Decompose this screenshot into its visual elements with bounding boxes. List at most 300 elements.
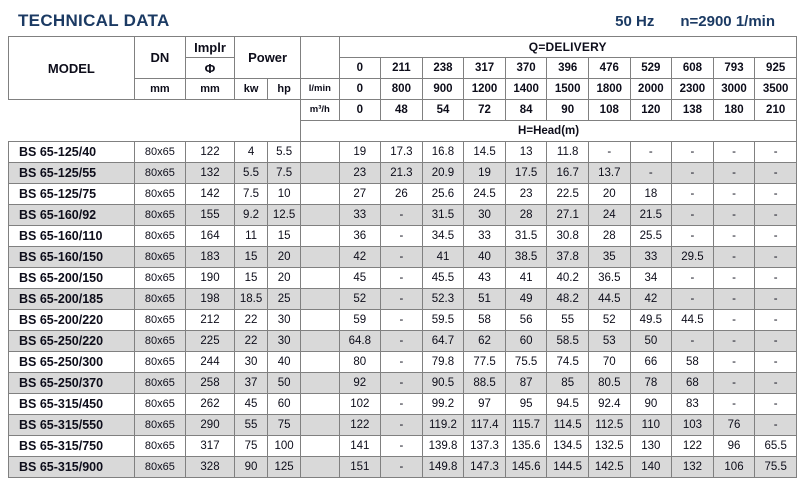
cell-model: BS 65-315/450 (9, 394, 135, 415)
cell-dn: 80x65 (134, 268, 185, 289)
cell-dn: 80x65 (134, 289, 185, 310)
cell-head-9: - (713, 184, 755, 205)
cell-unit-spacer (301, 415, 339, 436)
flow-m3h-9: 180 (713, 100, 755, 121)
cell-head-3: 62 (464, 331, 506, 352)
cell-power-kw: 9.2 (235, 205, 268, 226)
cell-head-3: 40 (464, 247, 506, 268)
cell-model: BS 65-125/55 (9, 163, 135, 184)
flow-usgpm-2: 238 (422, 58, 464, 79)
cell-head-8: 58 (672, 352, 714, 373)
cell-head-7: 25.5 (630, 226, 672, 247)
cell-head-3: 147.3 (464, 457, 506, 478)
cell-head-4: 87 (505, 373, 547, 394)
cell-head-4: 56 (505, 310, 547, 331)
flow-lmin-9: 3000 (713, 79, 755, 100)
cell-head-2: 64.7 (422, 331, 464, 352)
col-header-delivery: Q=DELIVERY (339, 37, 796, 58)
cell-head-5: 144.5 (547, 457, 589, 478)
cell-head-9: - (713, 289, 755, 310)
flow-lmin-2: 900 (422, 79, 464, 100)
cell-head-3: 117.4 (464, 415, 506, 436)
cell-head-5: 94.5 (547, 394, 589, 415)
flow-m3h-4: 84 (505, 100, 547, 121)
cell-model: BS 65-315/900 (9, 457, 135, 478)
cell-model: BS 65-160/92 (9, 205, 135, 226)
flow-unit-spacer (301, 37, 339, 79)
flow-m3h-5: 90 (547, 100, 589, 121)
cell-head-1: - (381, 331, 423, 352)
cell-head-1: - (381, 394, 423, 415)
cell-head-7: 66 (630, 352, 672, 373)
cell-model: BS 65-160/110 (9, 226, 135, 247)
cell-head-8: - (672, 226, 714, 247)
cell-head-2: 59.5 (422, 310, 464, 331)
cell-head-8: - (672, 184, 714, 205)
cell-head-1: - (381, 289, 423, 310)
cell-model: BS 65-315/550 (9, 415, 135, 436)
table-row (9, 247, 797, 268)
flow-m3h-8: 138 (672, 100, 714, 121)
cell-head-4: 135.6 (505, 436, 547, 457)
cell-unit-spacer (301, 373, 339, 394)
page-title: TECHNICAL DATA (18, 11, 170, 30)
cell-head-10: - (755, 205, 797, 226)
cell-head-2: 139.8 (422, 436, 464, 457)
cell-power-kw: 30 (235, 352, 268, 373)
cell-model: BS 65-125/40 (9, 142, 135, 163)
cell-head-10: - (755, 331, 797, 352)
cell-head-9: 96 (713, 436, 755, 457)
flow-lmin-8: 2300 (672, 79, 714, 100)
cell-power-kw: 15 (235, 247, 268, 268)
cell-head-6: 35 (588, 247, 630, 268)
cell-head-10: - (755, 184, 797, 205)
cell-dn: 80x65 (134, 373, 185, 394)
cell-power-hp: 7.5 (268, 163, 301, 184)
cell-power-hp: 50 (268, 373, 301, 394)
cell-power-kw: 15 (235, 268, 268, 289)
cell-head-0: 19 (339, 142, 381, 163)
cell-impeller: 198 (185, 289, 234, 310)
cell-head-9: 106 (713, 457, 755, 478)
cell-impeller: 290 (185, 415, 234, 436)
cell-model: BS 65-250/220 (9, 331, 135, 352)
cell-head-0: 59 (339, 310, 381, 331)
cell-power-kw: 5.5 (235, 163, 268, 184)
cell-head-0: 141 (339, 436, 381, 457)
cell-head-10: - (755, 289, 797, 310)
cell-head-3: 24.5 (464, 184, 506, 205)
cell-dn: 80x65 (134, 415, 185, 436)
cell-head-7: 110 (630, 415, 672, 436)
cell-head-5: 30.8 (547, 226, 589, 247)
cell-unit-spacer (301, 352, 339, 373)
cell-dn: 80x65 (134, 184, 185, 205)
flow-lmin-6: 1800 (588, 79, 630, 100)
cell-head-10: - (755, 226, 797, 247)
cell-power-hp: 10 (268, 184, 301, 205)
cell-dn: 80x65 (134, 205, 185, 226)
cell-impeller: 164 (185, 226, 234, 247)
cell-model: BS 65-125/75 (9, 184, 135, 205)
cell-head-1: 17.3 (381, 142, 423, 163)
cell-head-9: - (713, 373, 755, 394)
flow-usgpm-4: 370 (505, 58, 547, 79)
cell-head-5: 48.2 (547, 289, 589, 310)
cell-dn: 80x65 (134, 457, 185, 478)
cell-head-10: - (755, 268, 797, 289)
cell-head-5: 11.8 (547, 142, 589, 163)
cell-power-hp: 30 (268, 310, 301, 331)
flow-usgpm-3: 317 (464, 58, 506, 79)
cell-head-4: 41 (505, 268, 547, 289)
cell-head-6: 92.4 (588, 394, 630, 415)
table-row (9, 268, 797, 289)
flow-usgpm-7: 529 (630, 58, 672, 79)
cell-head-0: 27 (339, 184, 381, 205)
cell-power-hp: 100 (268, 436, 301, 457)
flow-lmin-3: 1200 (464, 79, 506, 100)
cell-dn: 80x65 (134, 436, 185, 457)
cell-dn: 80x65 (134, 163, 185, 184)
cell-impeller: 122 (185, 142, 234, 163)
col-header-impeller-symbol: Φ (185, 58, 234, 79)
flow-lmin-5: 1500 (547, 79, 589, 100)
cell-head-5: 37.8 (547, 247, 589, 268)
unit-label-lmin: l/min (301, 79, 339, 100)
cell-power-hp: 75 (268, 415, 301, 436)
flow-usgpm-8: 608 (672, 58, 714, 79)
cell-head-0: 23 (339, 163, 381, 184)
cell-dn: 80x65 (134, 310, 185, 331)
flow-lmin-10: 3500 (755, 79, 797, 100)
cell-power-hp: 40 (268, 352, 301, 373)
cell-dn: 80x65 (134, 142, 185, 163)
frequency-label: 50 Hz (615, 12, 655, 30)
flow-lmin-4: 1400 (505, 79, 547, 100)
cell-unit-spacer (301, 226, 339, 247)
flow-m3h-2: 54 (422, 100, 464, 121)
table-row (9, 352, 797, 373)
cell-head-4: 13 (505, 142, 547, 163)
cell-head-9: - (713, 226, 755, 247)
cell-model: BS 65-160/150 (9, 247, 135, 268)
cell-head-3: 97 (464, 394, 506, 415)
cell-head-8: 29.5 (672, 247, 714, 268)
cell-head-0: 64.8 (339, 331, 381, 352)
cell-head-7: 50 (630, 331, 672, 352)
cell-head-6: 20 (588, 184, 630, 205)
cell-model: BS 65-200/185 (9, 289, 135, 310)
cell-head-2: 45.5 (422, 268, 464, 289)
cell-power-hp: 125 (268, 457, 301, 478)
col-header-power: Power (235, 37, 301, 79)
cell-power-kw: 37 (235, 373, 268, 394)
table-row (9, 142, 797, 163)
cell-head-2: 79.8 (422, 352, 464, 373)
cell-head-4: 60 (505, 331, 547, 352)
cell-head-9: - (713, 247, 755, 268)
cell-impeller: 244 (185, 352, 234, 373)
cell-impeller: 317 (185, 436, 234, 457)
col-header-model: MODEL (9, 37, 135, 100)
cell-head-8: - (672, 331, 714, 352)
flow-m3h-0: 0 (339, 100, 381, 121)
cell-head-2: 90.5 (422, 373, 464, 394)
cell-head-5: 40.2 (547, 268, 589, 289)
table-body (9, 142, 797, 478)
flow-usgpm-5: 396 (547, 58, 589, 79)
cell-head-3: 58 (464, 310, 506, 331)
col-header-impeller: Implr (185, 37, 234, 58)
cell-unit-spacer (301, 184, 339, 205)
cell-head-5: 85 (547, 373, 589, 394)
flow-usgpm-0: 0 (339, 58, 381, 79)
cell-unit-spacer (301, 289, 339, 310)
flow-usgpm-1: 211 (381, 58, 423, 79)
cell-power-hp: 5.5 (268, 142, 301, 163)
cell-head-10: - (755, 394, 797, 415)
cell-head-3: 30 (464, 205, 506, 226)
cell-head-4: 38.5 (505, 247, 547, 268)
cell-head-1: - (381, 436, 423, 457)
cell-power-kw: 22 (235, 331, 268, 352)
flow-lmin-1: 800 (381, 79, 423, 100)
cell-power-kw: 4 (235, 142, 268, 163)
cell-head-4: 145.6 (505, 457, 547, 478)
cell-head-3: 14.5 (464, 142, 506, 163)
cell-head-0: 42 (339, 247, 381, 268)
cell-head-5: 55 (547, 310, 589, 331)
cell-head-6: 80.5 (588, 373, 630, 394)
cell-head-6: 132.5 (588, 436, 630, 457)
cell-head-8: - (672, 268, 714, 289)
cell-head-3: 19 (464, 163, 506, 184)
cell-head-0: 92 (339, 373, 381, 394)
cell-power-kw: 55 (235, 415, 268, 436)
cell-head-9: - (713, 163, 755, 184)
table-row (9, 226, 797, 247)
cell-power-kw: 45 (235, 394, 268, 415)
cell-head-2: 119.2 (422, 415, 464, 436)
cell-head-1: 26 (381, 184, 423, 205)
cell-impeller: 142 (185, 184, 234, 205)
cell-head-4: 28 (505, 205, 547, 226)
cell-head-2: 41 (422, 247, 464, 268)
cell-model: BS 65-315/750 (9, 436, 135, 457)
cell-head-2: 99.2 (422, 394, 464, 415)
cell-head-0: 102 (339, 394, 381, 415)
table-row (9, 310, 797, 331)
cell-impeller: 190 (185, 268, 234, 289)
cell-unit-spacer (301, 247, 339, 268)
col-header-dn-unit: mm (134, 79, 185, 100)
cell-head-0: 122 (339, 415, 381, 436)
cell-head-7: - (630, 163, 672, 184)
cell-head-1: - (381, 457, 423, 478)
cell-head-6: 142.5 (588, 457, 630, 478)
cell-power-hp: 60 (268, 394, 301, 415)
cell-head-7: 42 (630, 289, 672, 310)
cell-head-0: 33 (339, 205, 381, 226)
cell-power-kw: 7.5 (235, 184, 268, 205)
cell-unit-spacer (301, 310, 339, 331)
cell-head-6: - (588, 142, 630, 163)
cell-head-9: - (713, 268, 755, 289)
col-header-head: H=Head(m) (301, 121, 797, 142)
table-row (9, 415, 797, 436)
cell-unit-spacer (301, 268, 339, 289)
cell-unit-spacer (301, 457, 339, 478)
cell-power-hp: 12.5 (268, 205, 301, 226)
cell-head-6: 112.5 (588, 415, 630, 436)
cell-unit-spacer (301, 436, 339, 457)
cell-head-10: 75.5 (755, 457, 797, 478)
cell-head-3: 77.5 (464, 352, 506, 373)
cell-head-9: - (713, 205, 755, 226)
flow-m3h-10: 210 (755, 100, 797, 121)
cell-impeller: 212 (185, 310, 234, 331)
cell-head-7: - (630, 142, 672, 163)
table-row (9, 457, 797, 478)
flow-m3h-6: 108 (588, 100, 630, 121)
cell-power-kw: 75 (235, 436, 268, 457)
cell-head-9: - (713, 352, 755, 373)
cell-head-4: 95 (505, 394, 547, 415)
cell-head-10: - (755, 373, 797, 394)
header-row-1 (9, 37, 797, 58)
cell-power-hp: 20 (268, 247, 301, 268)
cell-head-10: - (755, 142, 797, 163)
cell-head-5: 58.5 (547, 331, 589, 352)
cell-head-8: 122 (672, 436, 714, 457)
cell-power-kw: 90 (235, 457, 268, 478)
table-row (9, 436, 797, 457)
cell-head-4: 17.5 (505, 163, 547, 184)
cell-head-1: - (381, 415, 423, 436)
header-row-5 (9, 121, 797, 142)
cell-head-8: 83 (672, 394, 714, 415)
cell-head-8: - (672, 205, 714, 226)
table-row (9, 394, 797, 415)
cell-head-5: 22.5 (547, 184, 589, 205)
cell-head-5: 74.5 (547, 352, 589, 373)
cell-head-8: 44.5 (672, 310, 714, 331)
cell-dn: 80x65 (134, 352, 185, 373)
cell-head-5: 114.5 (547, 415, 589, 436)
cell-impeller: 328 (185, 457, 234, 478)
unit-label-m3h: m³/h (301, 100, 339, 121)
cell-head-10: - (755, 247, 797, 268)
flow-m3h-3: 72 (464, 100, 506, 121)
cell-head-6: 44.5 (588, 289, 630, 310)
cell-head-7: 90 (630, 394, 672, 415)
col-header-power-hp: hp (268, 79, 301, 100)
cell-head-1: - (381, 310, 423, 331)
cell-head-10: 65.5 (755, 436, 797, 457)
cell-head-6: 28 (588, 226, 630, 247)
cell-head-0: 45 (339, 268, 381, 289)
header-blank (9, 100, 301, 121)
cell-impeller: 132 (185, 163, 234, 184)
cell-dn: 80x65 (134, 247, 185, 268)
cell-head-2: 34.5 (422, 226, 464, 247)
cell-head-0: 151 (339, 457, 381, 478)
cell-head-4: 23 (505, 184, 547, 205)
table-head (9, 37, 797, 142)
table-row (9, 373, 797, 394)
page-header (8, 6, 797, 36)
cell-head-3: 33 (464, 226, 506, 247)
table-row (9, 184, 797, 205)
cell-head-10: - (755, 352, 797, 373)
cell-head-0: 36 (339, 226, 381, 247)
cell-model: BS 65-250/300 (9, 352, 135, 373)
cell-head-1: - (381, 373, 423, 394)
cell-head-8: 132 (672, 457, 714, 478)
cell-head-1: - (381, 247, 423, 268)
cell-head-6: 53 (588, 331, 630, 352)
flow-lmin-7: 2000 (630, 79, 672, 100)
cell-head-3: 88.5 (464, 373, 506, 394)
cell-power-hp: 20 (268, 268, 301, 289)
cell-head-10: - (755, 415, 797, 436)
col-header-dn: DN (134, 37, 185, 79)
table-row (9, 205, 797, 226)
cell-unit-spacer (301, 331, 339, 352)
cell-head-7: 34 (630, 268, 672, 289)
cell-impeller: 258 (185, 373, 234, 394)
cell-head-9: 76 (713, 415, 755, 436)
cell-head-6: 70 (588, 352, 630, 373)
cell-head-4: 31.5 (505, 226, 547, 247)
cell-power-hp: 15 (268, 226, 301, 247)
cell-unit-spacer (301, 142, 339, 163)
col-header-impeller-unit: mm (185, 79, 234, 100)
cell-head-9: - (713, 394, 755, 415)
cell-head-1: 21.3 (381, 163, 423, 184)
cell-head-9: - (713, 331, 755, 352)
cell-head-9: - (713, 142, 755, 163)
cell-head-5: 27.1 (547, 205, 589, 226)
flow-m3h-7: 120 (630, 100, 672, 121)
cell-unit-spacer (301, 163, 339, 184)
cell-head-8: - (672, 163, 714, 184)
cell-head-4: 115.7 (505, 415, 547, 436)
cell-dn: 80x65 (134, 226, 185, 247)
cell-head-6: 52 (588, 310, 630, 331)
cell-head-10: - (755, 310, 797, 331)
cell-head-2: 149.8 (422, 457, 464, 478)
header-blank-2 (9, 121, 301, 142)
cell-impeller: 155 (185, 205, 234, 226)
cell-power-kw: 11 (235, 226, 268, 247)
technical-data-table (8, 36, 797, 478)
cell-dn: 80x65 (134, 331, 185, 352)
cell-head-6: 24 (588, 205, 630, 226)
flow-usgpm-6: 476 (588, 58, 630, 79)
cell-model: BS 65-200/150 (9, 268, 135, 289)
cell-head-4: 49 (505, 289, 547, 310)
flow-usgpm-9: 793 (713, 58, 755, 79)
cell-head-8: - (672, 142, 714, 163)
cell-head-10: - (755, 163, 797, 184)
cell-head-7: 140 (630, 457, 672, 478)
table-row (9, 331, 797, 352)
cell-head-2: 25.6 (422, 184, 464, 205)
cell-head-7: 49.5 (630, 310, 672, 331)
